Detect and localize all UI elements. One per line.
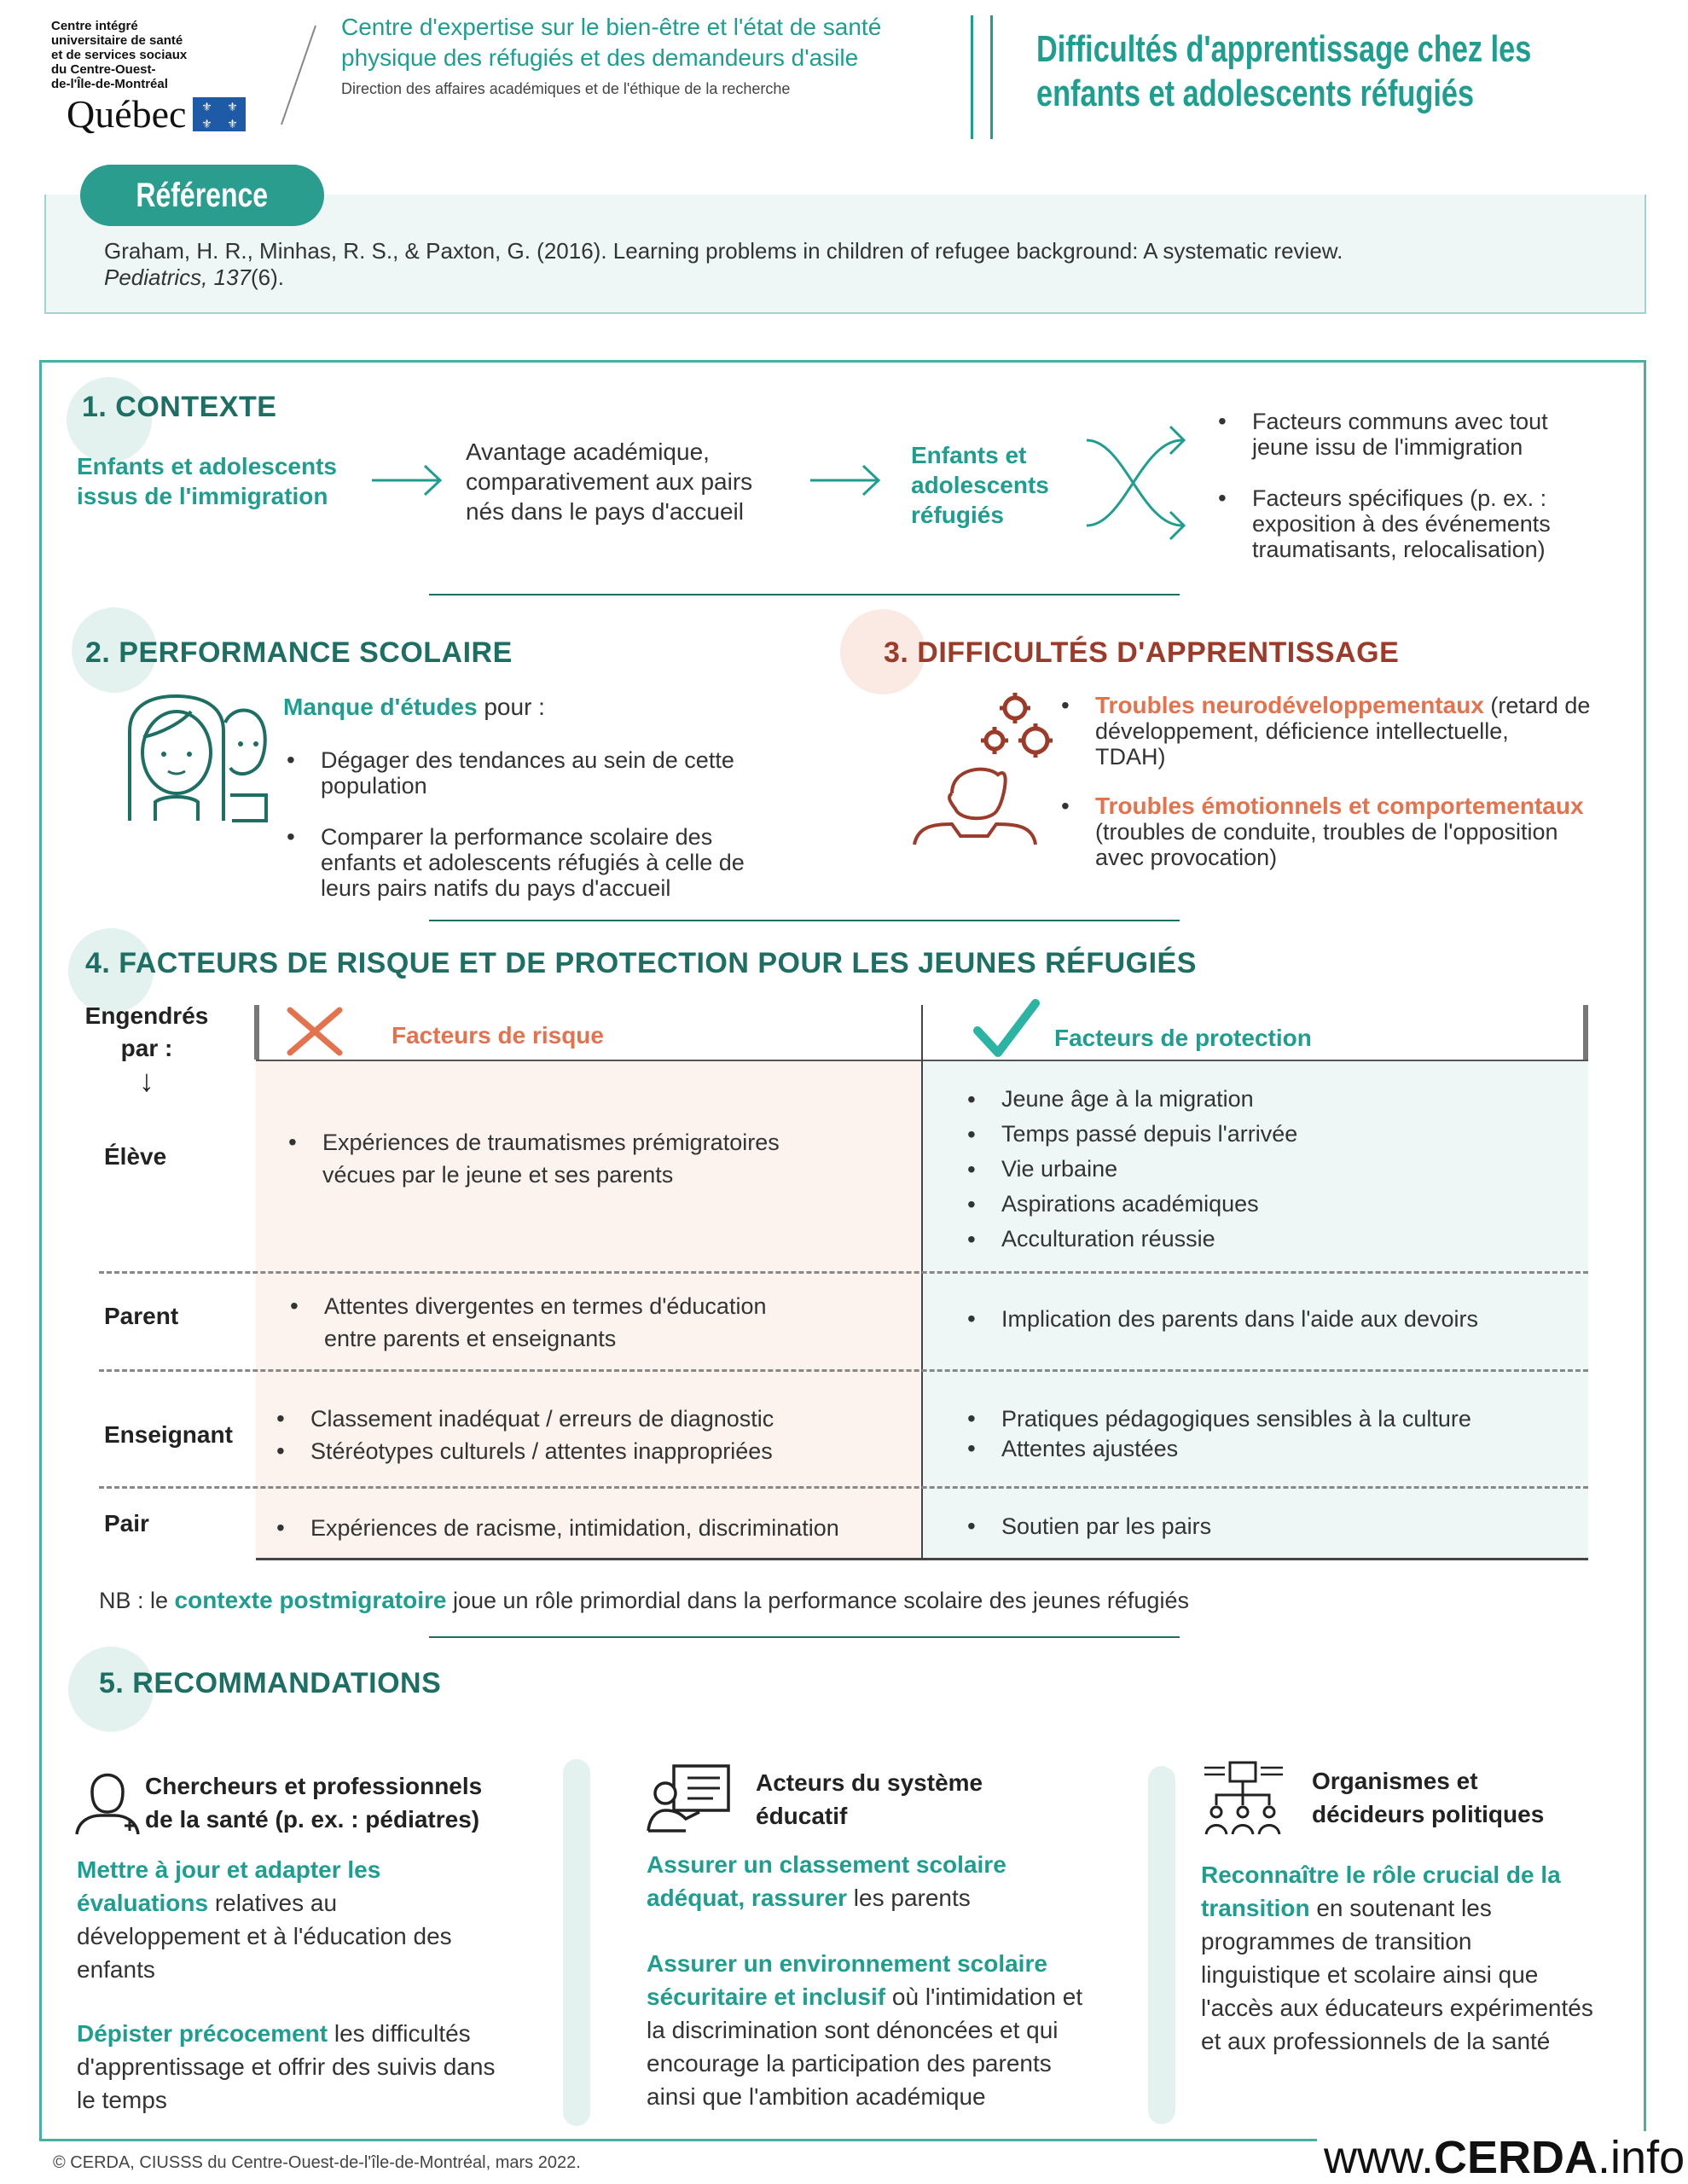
risk-enseignant-1: • Classement inadéquat / erreurs de diagnostic [276, 1403, 908, 1435]
rec3-p1 [1201, 1858, 1653, 2058]
protect-parent [967, 1303, 1581, 1335]
s1-advantage-line-1: Avantage académique, [466, 439, 710, 465]
s1-factor-specific [1218, 485, 1627, 562]
logo-line-2: universitaire de santé [51, 33, 183, 48]
risk-eleve [288, 1126, 902, 1191]
footer-url-mid: CERDA [1434, 2132, 1598, 2183]
centre-title-1: Centre d'expertise sur le bien-être et l'état de santé [341, 14, 882, 40]
rec3-p1-rest-5: et aux professionnels de la santé [1201, 2028, 1551, 2054]
s2-title: 2. PERFORMANCE SCOLAIRE [85, 636, 513, 669]
s1-refugee-youth-line-2: adolescents [911, 472, 1049, 498]
main-title-line-2: enfants et adolescents réfugiés [1036, 73, 1475, 114]
logo-line-3: et de services sociaux [51, 48, 188, 62]
protect-eleve-3: • Vie urbaine [967, 1152, 1564, 1187]
protect-enseignant-1: • Pratiques pédagogiques sensibles à la culture [967, 1403, 1581, 1435]
s1-refugee-youth-line-3: réfugiés [911, 502, 1004, 528]
table-bottom-line [256, 1558, 1588, 1560]
s1-immigrant-youth-line-2: issus de l'immigration [77, 483, 328, 509]
rec1-p1-bold-1: Mettre à jour et adapter les [77, 1856, 381, 1883]
rec1-p1-rest-1: relatives au [208, 1890, 338, 1916]
rec2-p1-bold-3: rassurer [751, 1885, 848, 1911]
protect-eleve-4: • Aspirations académiques [967, 1187, 1564, 1222]
s1-academic-advantage [466, 437, 752, 526]
s3-list [1061, 693, 1650, 870]
rec3-p1-bold-1: Reconnaître le rôle crucial de la [1201, 1862, 1561, 1888]
s4-note [99, 1587, 1189, 1614]
s3-item-emotional-2: avec provocation) [1095, 845, 1278, 870]
row-label-parent: Parent [104, 1303, 179, 1329]
logo-line-1: Centre intégré [51, 19, 138, 33]
rec1-p1-bold-2: évaluations [77, 1890, 209, 1916]
rec2-head-2: éducatif [756, 1803, 848, 1829]
table-header-right-bar [1583, 1005, 1588, 1060]
reference-journal: Pediatrics, 137 [104, 264, 251, 290]
reference-citation [104, 238, 1631, 291]
footer-copyright: © CERDA, CIUSSS du Centre-Ouest-de-l'île-de-Montréal, mars 2022. [53, 2153, 581, 2172]
quebec-flag-icon: ⚜ ⚜ ⚜ ⚜ [193, 97, 246, 131]
s1-factor-specific-2: exposition à des événements [1252, 511, 1551, 537]
organization-icon [1203, 1761, 1285, 1838]
rec2-p1-rest: les parents [847, 1885, 971, 1911]
reference-label [80, 165, 324, 226]
rec1-p1-rest-3: enfants [77, 1956, 155, 1983]
s3-item-emotional-1: (troubles de conduite, troubles de l'opposition [1095, 819, 1558, 845]
gears-head-icon [909, 689, 1080, 851]
s2-item-trends-1: Dégager des tendances au sein de cette [321, 747, 734, 773]
s2-item-compare-1: Comparer la performance scolaire des [321, 824, 713, 850]
risk-parent-item [290, 1290, 904, 1355]
rec2-head [756, 1766, 983, 1833]
s4-engendres-line-1: Engendrés [84, 1002, 209, 1029]
reference-line-1: Graham, H. R., Minhas, R. S., & Paxton, G. (2016). Learning problems in children of refugee background: A systematic review. [104, 238, 1343, 264]
rec1-p2-bold: Dépister précocement [77, 2020, 328, 2047]
s1-refugee-youth [911, 440, 1049, 530]
s4-divider [429, 1636, 1180, 1638]
doctor-icon [73, 1763, 142, 1836]
risk-parent-line-1: Attentes divergentes en termes d'éducation [324, 1293, 767, 1319]
risk-header: Facteurs de risque [392, 1022, 604, 1048]
rec3-p1-bold-2: transition [1201, 1895, 1310, 1921]
s3-item-neuro-2: développement, déficience intellectuelle, [1095, 718, 1509, 744]
rec-divider-2 [1148, 1766, 1175, 2124]
s3-item-emotional [1061, 793, 1650, 870]
s5-title: 5. RECOMMANDATIONS [99, 1667, 442, 1699]
rec2-p2-rest-1: où l'intimidation et [885, 1984, 1083, 2010]
table-header-left-bar [254, 1005, 259, 1060]
footer-url-post: .info [1598, 2132, 1685, 2183]
s1-refugee-youth-line-1: Enfants et [911, 442, 1027, 468]
protect-enseignant-2: • Attentes ajustées [967, 1435, 1581, 1462]
s2-lead [283, 694, 545, 721]
rec3-p1-rest-2: programmes de transition [1201, 1928, 1472, 1955]
s1-immigrant-youth [77, 451, 337, 511]
risk-enseignant-2: • Stéréotypes culturels / attentes inappropriées [276, 1435, 908, 1467]
risk-parent [290, 1290, 904, 1355]
rec1-p1 [77, 1853, 554, 1986]
rec2-p2 [647, 1947, 1158, 2113]
s4-title: 4. FACTEURS DE RISQUE ET DE PROTECTION POUR LES JEUNES RÉFUGIÉS [85, 947, 1197, 979]
rec3-head [1312, 1764, 1544, 1831]
rec2-p2-bold-2: sécuritaire et inclusif [647, 1984, 886, 2010]
s1-immigrant-youth-line-1: Enfants et adolescents [77, 453, 337, 479]
s3-title: 3. DIFFICULTÉS D'APPRENTISSAGE [884, 636, 1400, 669]
s4-note-bold: contexte postmigratoire [174, 1587, 447, 1613]
centre-block [341, 12, 981, 98]
rec3-p1-rest-3: linguistique et scolaire ainsi que [1201, 1961, 1539, 1988]
protect-eleve-2: • Temps passé depuis l'arrivée [967, 1117, 1564, 1152]
rec1-head [145, 1769, 482, 1836]
rec-divider-1 [563, 1759, 590, 2126]
rec2-p2-rest-4: ainsi que l'ambition académique [647, 2083, 986, 2110]
protect-eleve-5: • Acculturation réussie [967, 1222, 1564, 1257]
row-label-eleve: Élève [104, 1143, 167, 1170]
s4-note-post: joue un rôle primordial dans la performance scolaire des jeunes réfugiés [446, 1588, 1189, 1613]
s3-item-neuro-1: (retard de [1483, 693, 1591, 718]
risk-eleve-line-2: vécues par le jeune et ses parents [322, 1162, 674, 1188]
crossing-arrows-icon [1082, 415, 1192, 551]
reference-label-text: Référence [136, 177, 269, 214]
rec2-p1 [647, 1848, 1141, 1914]
s3-item-emotional-bold: Troubles émotionnels et comportementaux [1095, 793, 1584, 819]
s2-lead-rest: pour : [477, 694, 545, 720]
risk-pair [276, 1512, 916, 1544]
table-center-divider [921, 1005, 923, 1560]
s4-note-pre: NB : le [99, 1588, 175, 1613]
people-icon [121, 693, 275, 829]
s1-title: 1. CONTEXTE [82, 391, 277, 423]
rec2-p1-bold-2: adéquat [647, 1885, 739, 1911]
reference-issue: (6). [250, 264, 284, 290]
rec1-p2-rest-3: le temps [77, 2087, 167, 2113]
rec3-p1-rest-1: en soutenant les [1309, 1895, 1492, 1921]
centre-subtitle: Direction des affaires académiques et de l'éthique de la recherche [341, 80, 791, 97]
s4-engendres-line-2: par : [120, 1035, 173, 1061]
s1-factor-common-1: Facteurs communs avec tout [1252, 409, 1548, 434]
row-label-pair: Pair [104, 1510, 149, 1536]
protect-parent-1: • Implication des parents dans l'aide aux devoirs [967, 1303, 1581, 1335]
rec1-head-2: de la santé (p. ex. : pédiatres) [145, 1806, 480, 1833]
s2-divider [429, 920, 1180, 921]
risk-pair-1: • Expériences de racisme, intimidation, discrimination [276, 1512, 916, 1544]
centre-title-2: physique des réfugiés et des demandeurs d'asile [341, 44, 859, 71]
x-mark-icon [285, 1005, 345, 1058]
row-label-enseignant: Enseignant [104, 1421, 233, 1448]
rec2-p2-bold-1: Assurer un environnement scolaire [647, 1950, 1047, 1977]
rec3-head-2: décideurs politiques [1312, 1801, 1545, 1827]
rec3-p1-rest-4: l'accès aux éducateurs expérimentés [1201, 1995, 1593, 2021]
check-mark-icon [972, 998, 1041, 1060]
protect-header: Facteurs de protection [1054, 1025, 1312, 1051]
s4-down-arrow: ↓ [139, 1063, 154, 1098]
teacher-board-icon [647, 1763, 732, 1833]
risk-enseignant [276, 1403, 908, 1467]
s1-factors-list [1218, 409, 1627, 562]
s2-item-compare-2: enfants et adolescents réfugiés à celle de [321, 850, 745, 875]
rec2-p1-bold-1: Assurer un classement scolaire [647, 1851, 1006, 1878]
arrow-right-icon [368, 459, 445, 502]
logo-quebec: Québec [67, 92, 187, 136]
s2-item-compare-3: leurs pairs natifs du pays d'accueil [321, 875, 671, 901]
header-double-divider [971, 15, 993, 139]
protect-pair [967, 1510, 1581, 1542]
main-title-line-1: Difficultés d'apprentissage chez les [1036, 28, 1532, 70]
s3-item-neuro [1061, 693, 1650, 770]
protect-enseignant [967, 1403, 1581, 1462]
s4-engendres [78, 1000, 215, 1097]
rec1-head-1: Chercheurs et professionnels [145, 1773, 483, 1799]
footer-url[interactable] [1317, 2131, 1688, 2184]
rec2-p1-comma: , [738, 1885, 751, 1911]
rec1-p2 [77, 2017, 580, 2117]
s2-lead-bold: Manque d'études [283, 694, 478, 720]
logo-line-4: du Centre-Ouest- [51, 62, 156, 77]
row-separator-3 [99, 1486, 1588, 1489]
rec3-head-1: Organismes et [1312, 1768, 1478, 1794]
row-separator-2 [99, 1369, 1588, 1372]
risk-parent-line-2: entre parents et enseignants [324, 1326, 617, 1351]
protect-pair-1: • Soutien par les pairs [967, 1510, 1581, 1542]
arrow-right-icon [807, 459, 884, 502]
s2-item-compare [287, 824, 832, 901]
s2-list [287, 747, 832, 901]
s1-advantage-line-3: nés dans le pays d'accueil [466, 498, 744, 525]
row-separator-1 [99, 1271, 1588, 1274]
rec2-p2-rest-3: encourage la participation des parents [647, 2050, 1052, 2077]
risk-eleve-item [288, 1126, 902, 1191]
s1-factor-common [1218, 409, 1627, 460]
header-slash-divider [277, 24, 320, 126]
protect-eleve [967, 1082, 1564, 1257]
s3-item-neuro-3: TDAH) [1095, 744, 1166, 770]
s1-advantage-line-2: comparativement aux pairs [466, 468, 753, 495]
ciusss-logo [51, 19, 307, 136]
logo-line-5: de-l'Île-de-Montréal [51, 77, 168, 91]
s3-item-neuro-bold: Troubles neurodéveloppementaux [1095, 692, 1484, 718]
main-title-block [1036, 27, 1685, 116]
s1-factor-common-2: jeune issu de l'immigration [1252, 434, 1523, 460]
s2-item-trends-2: population [321, 773, 427, 799]
footer-url-pre: www. [1324, 2132, 1435, 2183]
rec1-p1-rest-2: développement et à l'éducation des [77, 1923, 452, 1949]
protect-eleve-1: • Jeune âge à la migration [967, 1082, 1564, 1117]
rec2-head-1: Acteurs du système [756, 1769, 983, 1796]
rec2-p2-rest-2: la discrimination sont dénoncées et qui [647, 2017, 1059, 2043]
s1-divider [429, 594, 1180, 595]
rec1-p2-rest-1: les difficultés [328, 2020, 471, 2047]
rec1-p2-rest-2: d'apprentissage et offrir des suivis dans [77, 2053, 496, 2080]
risk-eleve-line-1: Expériences de traumatismes prémigratoires [322, 1130, 780, 1155]
s2-item-trends [287, 747, 832, 799]
s1-factor-specific-1: Facteurs spécifiques (p. ex. : [1252, 485, 1547, 511]
s1-factor-specific-3: traumatisants, relocalisation) [1252, 537, 1546, 562]
